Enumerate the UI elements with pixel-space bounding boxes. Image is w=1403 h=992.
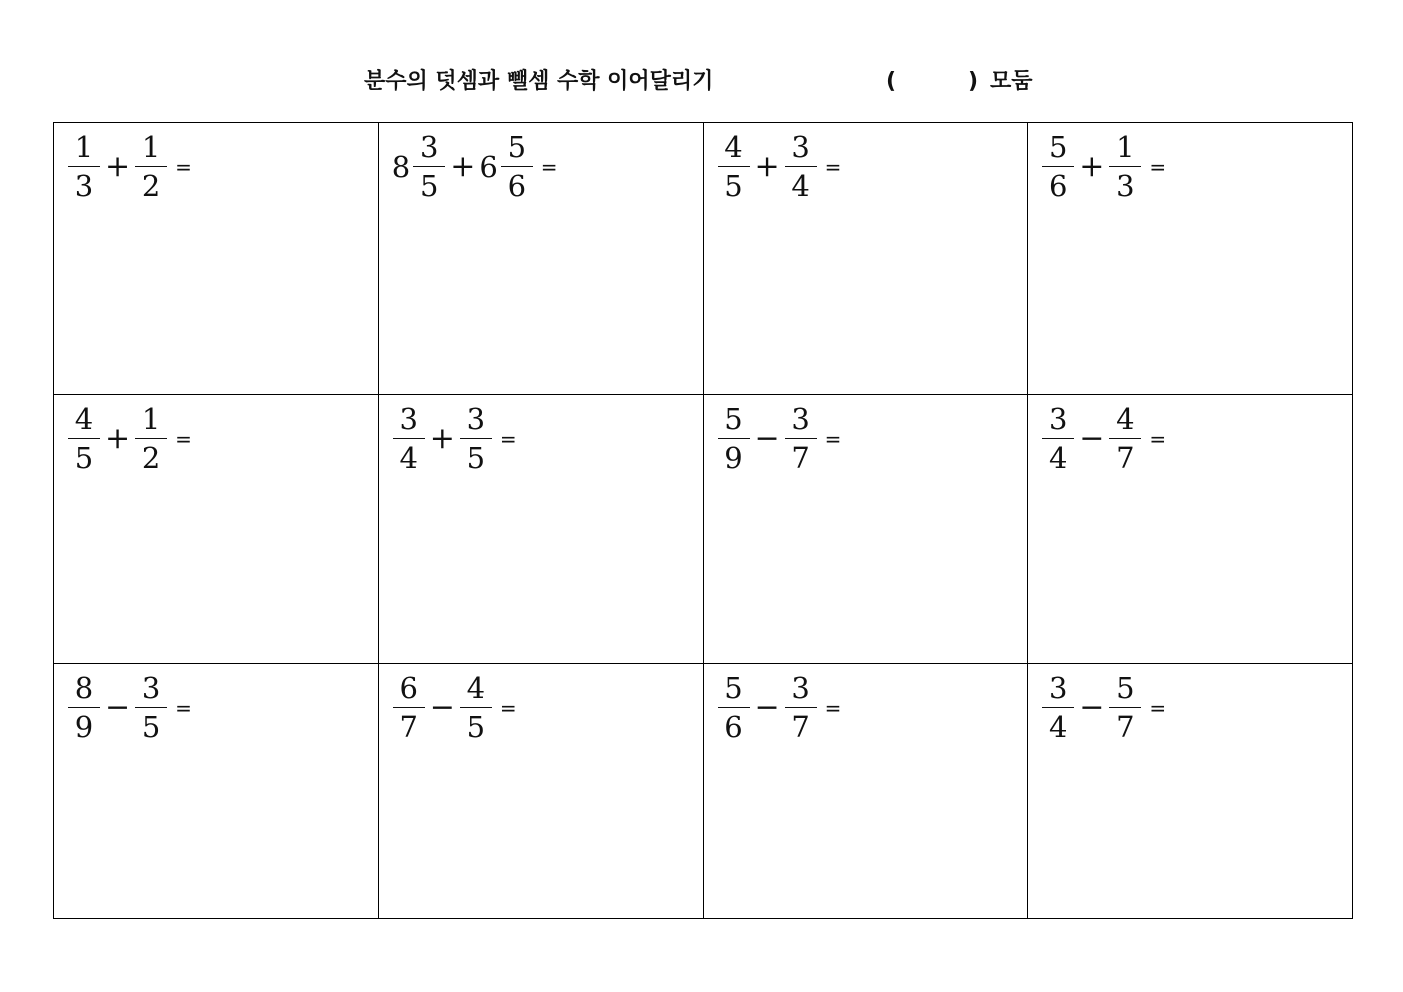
problem-grid (53, 122, 1353, 919)
denominator: 5 (141, 710, 161, 745)
denominator: 9 (74, 710, 94, 745)
whole-number: 8 (391, 149, 411, 184)
fraction-expression (66, 400, 378, 477)
problem-cell[interactable] (703, 395, 1028, 664)
problem-cell[interactable] (378, 395, 703, 664)
operator: + (105, 420, 131, 456)
denominator: 5 (466, 710, 486, 745)
numerator: 5 (1116, 671, 1135, 705)
fraction (458, 400, 494, 477)
operator: − (1079, 420, 1105, 456)
fraction (133, 669, 169, 746)
problem-row (54, 123, 1353, 395)
numerator: 3 (466, 402, 486, 436)
numerator: 4 (466, 671, 486, 705)
numerator: 1 (74, 130, 94, 164)
fraction (783, 400, 819, 477)
denominator: 4 (399, 441, 418, 476)
fraction (1040, 128, 1076, 205)
problem-cell[interactable] (1028, 395, 1353, 664)
fraction (783, 128, 819, 205)
fraction-expression (66, 128, 378, 205)
denominator: 7 (1116, 710, 1135, 745)
equals-sign: = (824, 154, 842, 179)
fraction (1040, 669, 1076, 746)
numerator: 3 (399, 402, 418, 436)
denominator: 6 (1049, 169, 1068, 204)
fraction (133, 128, 169, 205)
problem-cell[interactable] (54, 123, 379, 395)
operator: + (1079, 148, 1105, 184)
denominator: 3 (1116, 169, 1135, 204)
equals-sign: = (175, 154, 192, 179)
problem-cell[interactable] (378, 664, 703, 919)
fraction-expression (391, 669, 703, 746)
equals-sign: = (175, 695, 192, 720)
denominator: 3 (74, 169, 94, 204)
problem-cell[interactable] (1028, 664, 1353, 919)
group-label: 모둠 (990, 69, 1033, 94)
problem-cell[interactable] (703, 664, 1028, 919)
denominator: 5 (74, 441, 94, 476)
numerator: 1 (141, 130, 161, 164)
fraction-expression (391, 400, 703, 477)
fraction-expression (716, 128, 1028, 205)
denominator: 7 (791, 710, 810, 745)
fraction (133, 400, 169, 477)
operator: + (429, 420, 455, 456)
equals-sign: = (824, 695, 842, 720)
fraction (716, 128, 752, 205)
fraction (1107, 128, 1143, 205)
fraction (1107, 400, 1143, 477)
denominator: 4 (1049, 441, 1068, 476)
denominator: 5 (466, 441, 486, 476)
operator: − (754, 420, 780, 456)
fraction (1040, 400, 1076, 477)
fraction (66, 669, 102, 746)
fraction-expression (1040, 669, 1352, 746)
fraction (716, 669, 752, 746)
numerator: 3 (419, 130, 439, 164)
numerator: 4 (74, 402, 94, 436)
numerator: 4 (724, 130, 743, 164)
fraction (66, 400, 102, 477)
problem-cell[interactable] (1028, 123, 1353, 395)
whole-number: 6 (479, 149, 498, 184)
numerator: 5 (724, 671, 743, 705)
fraction (391, 669, 427, 746)
numerator: 3 (791, 130, 810, 164)
numerator: 3 (791, 671, 810, 705)
fraction (411, 128, 447, 205)
numerator: 1 (141, 402, 161, 436)
denominator: 6 (724, 710, 743, 745)
numerator: 3 (1049, 402, 1068, 436)
numerator: 3 (791, 402, 810, 436)
denominator: 7 (791, 441, 810, 476)
numerator: 3 (1049, 671, 1068, 705)
operator: + (450, 148, 476, 184)
problem-row (54, 664, 1353, 919)
numerator: 5 (507, 130, 527, 164)
equals-sign: = (824, 426, 842, 451)
numerator: 3 (141, 671, 161, 705)
equals-sign: = (1149, 426, 1167, 451)
denominator: 6 (507, 169, 527, 204)
worksheet-title: 분수의 덧셈과 뺄셈 수학 이어달리기 (364, 69, 714, 94)
numerator: 4 (1116, 402, 1135, 436)
operator: − (1079, 689, 1105, 725)
fraction-expression (716, 669, 1028, 746)
problem-row (54, 395, 1353, 664)
equals-sign: = (499, 426, 517, 451)
denominator: 2 (141, 169, 161, 204)
equals-sign: = (540, 154, 558, 179)
fraction (1107, 669, 1143, 746)
numerator: 8 (74, 671, 94, 705)
group-open-paren: ( (886, 69, 897, 94)
operator: − (754, 689, 780, 725)
denominator: 7 (1116, 441, 1135, 476)
equals-sign: = (499, 695, 517, 720)
operator: + (754, 148, 780, 184)
denominator: 9 (724, 441, 743, 476)
equals-sign: = (1149, 695, 1167, 720)
equals-sign: = (1149, 154, 1167, 179)
numerator: 5 (724, 402, 743, 436)
operator: + (105, 148, 131, 184)
problem-cell[interactable] (54, 664, 379, 919)
fraction-expression (716, 400, 1028, 477)
fraction (391, 400, 427, 477)
fraction (716, 400, 752, 477)
fraction (499, 128, 535, 205)
problem-cell[interactable] (703, 123, 1028, 395)
denominator: 4 (791, 169, 810, 204)
numerator: 6 (399, 671, 418, 705)
numerator: 1 (1116, 130, 1135, 164)
numerator: 5 (1049, 130, 1068, 164)
denominator: 4 (1049, 710, 1068, 745)
denominator: 7 (399, 710, 418, 745)
problem-cell[interactable] (54, 395, 379, 664)
fraction-expression (66, 669, 378, 746)
fraction (66, 128, 102, 205)
fraction (458, 669, 494, 746)
fraction-expression (1040, 128, 1352, 205)
problem-cell[interactable] (378, 123, 703, 395)
group-close-paren: ) (968, 69, 979, 94)
denominator: 5 (724, 169, 743, 204)
fraction (783, 669, 819, 746)
fraction-expression (391, 128, 703, 205)
operator: − (105, 689, 131, 725)
equals-sign: = (175, 426, 192, 451)
fraction-expression (1040, 400, 1352, 477)
denominator: 5 (419, 169, 439, 204)
denominator: 2 (141, 441, 161, 476)
operator: − (429, 689, 455, 725)
